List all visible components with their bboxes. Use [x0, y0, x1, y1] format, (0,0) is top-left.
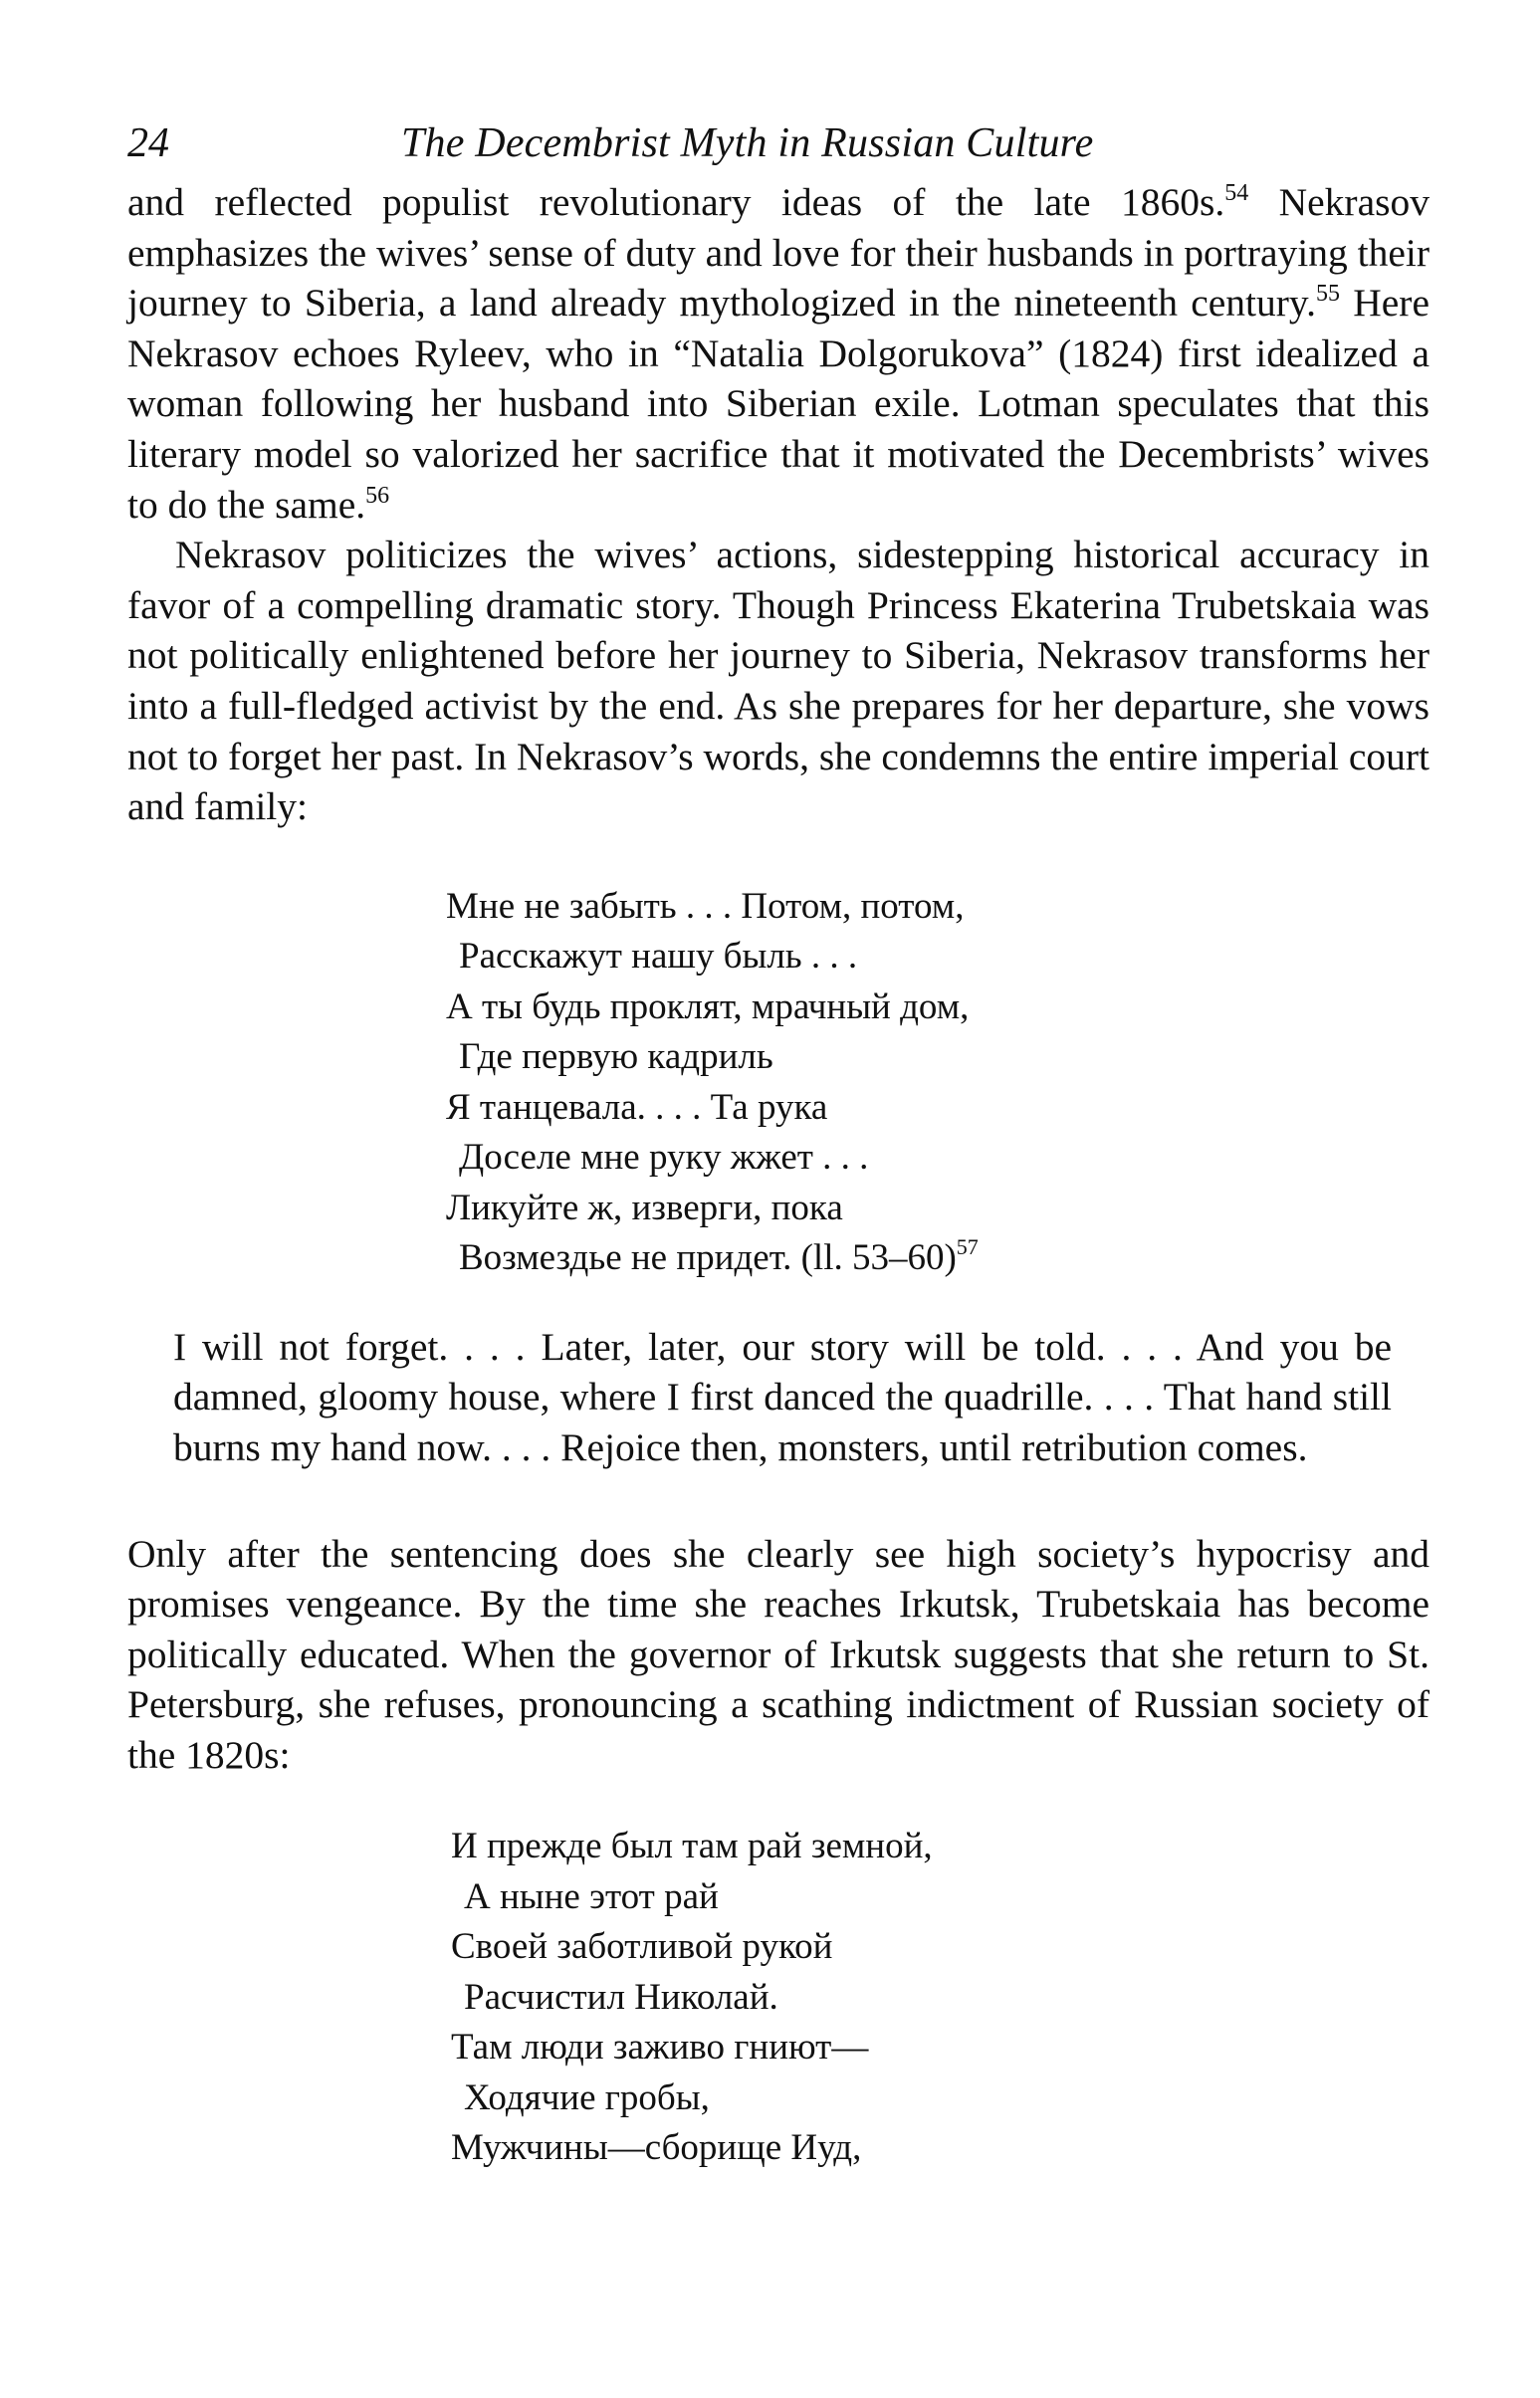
footnote-ref-55: 55: [1315, 281, 1340, 308]
paragraph-1-text-c: Here Nekrasov echoes Ryleev, who in “Natalia Dolgorukova” (1824) first idealized a woman following her husband into Siberian exile. Lotman speculates that this literary model so valorized her sacrifice that it motivated the Decembrists’ wives to do the same.: [127, 281, 1430, 527]
verse-2-line-1: И прежде был там рай земной,: [451, 1826, 933, 1867]
verse-1-line-5: Я танцевала. . . . Та рука: [446, 1086, 828, 1128]
verse-2-line-2: А ныне этот рай: [464, 1875, 719, 1917]
verse-quotation-1: [446, 882, 1430, 1284]
paragraph-1-text-a: and reflected populist revolutionary ideas of the late 1860s.: [127, 180, 1225, 224]
verse-1-line-1: Мне не забыть . . . Потом, потом,: [446, 885, 965, 927]
running-title: The Decembrist Myth in Russian Culture: [401, 120, 1094, 166]
running-header: [127, 109, 1430, 177]
paragraph-1: [127, 177, 1430, 530]
verse-1-line-8: [446, 1233, 1430, 1284]
page-number: 24: [127, 120, 169, 166]
footnote-ref-56: 56: [365, 482, 390, 509]
footnote-ref-54: 54: [1224, 180, 1249, 206]
paragraph-3: Only after the sentencing does she clearly see high society’s hypocrisy and promises vengeance. By the time she reaches Irkutsk, Trubetskaia has become politically educated. When the governor of Irkutsk suggests that she return to St. Petersburg, she refuses, pronouncing a scathing indictment of Russian society of the 1820s:: [127, 1531, 1430, 1777]
verse-1-line-8-text: Возмездье не придет. (ll. 53–60): [459, 1237, 957, 1279]
verse-2-line-4: Расчистил Николай.: [464, 1976, 778, 2018]
verse-2-line-7: Мужчины—сборище Иуд,: [451, 2127, 862, 2169]
verse-2-line-5: Там люди заживо гниют—: [451, 2027, 869, 2069]
verse-1-line-7: Ликуйте ж, изверги, пока: [446, 1187, 843, 1228]
verse-2-line-3: Своей заботливой рукой: [451, 1926, 833, 1968]
verse-1-line-3: А ты будь проклят, мрачный дом,: [446, 985, 970, 1027]
verse-quotation-2: [451, 1822, 1430, 2174]
verse-2-line-6: Ходячие гробы,: [464, 2076, 710, 2118]
book-page: [127, 109, 1430, 2174]
paragraph-2: Nekrasov politicizes the wives’ actions, sidestepping historical accuracy in favor of a compelling dramatic story. Though Princess Ekaterina Trubetskaia was not politically enlightened before her journey to Siberia, Nekrasov transforms her into a full-fledged activist by the end. As she prepares for her departure, she vows not to forget her past. In Nekrasov’s words, she condemns the entire imperial court and family:: [127, 533, 1430, 829]
footnote-ref-57: 57: [956, 1234, 979, 1260]
verse-1-line-2: Расскажут нашу быль . . .: [459, 936, 858, 978]
verse-1-line-4: Где первую кадриль: [459, 1036, 773, 1078]
paragraph-1-text-b: Nekrasov emphasizes the wives’ sense of duty and love for their husbands in portraying their journey to Siberia, a land already mythologized in the nineteenth century.: [127, 180, 1430, 326]
verse-1-translation: I will not forget. . . . Later, later, our story will be told. . . . And you be damned, gloomy house, where I first danced the quadrille. . . . That hand still burns my hand now. . . . Rejoice then, monsters, until retribution comes.: [173, 1324, 1392, 1469]
verse-1-line-6: Доселе мне руку жжет . . .: [459, 1137, 869, 1179]
